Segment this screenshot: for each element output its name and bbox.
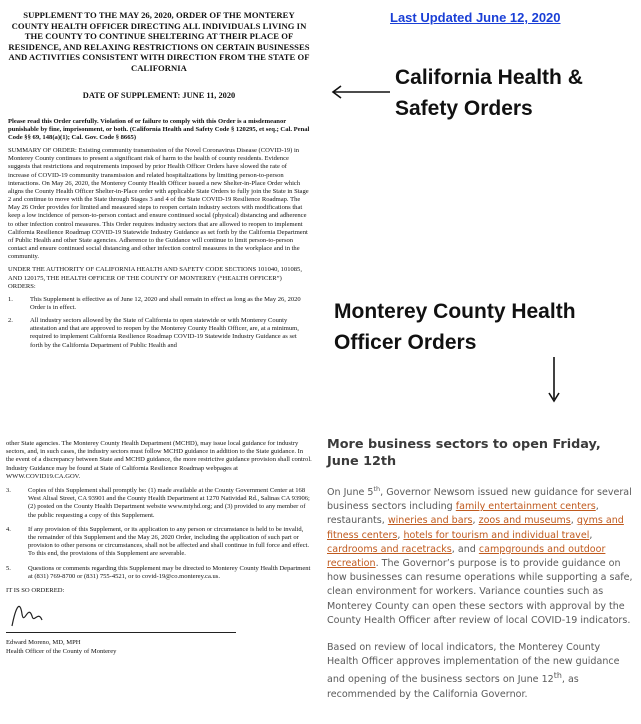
news-text: . The Governor’s purpose is to provide guidance on how businesses can resume operations while supporting a safe, clean environment for workers. Variance counties such as Monterey County can open these sectors with approval by the County Health Officer after review of local COVID-19 indicators. bbox=[327, 558, 633, 626]
news-text: , bbox=[397, 529, 404, 541]
order-warning: Please read this Order carefully. Violation of or failure to comply with this Order is a misdemeanor punishable by fine, imprisonment, or both. (California Health and Safety Code § 120295, et seq.; Cal. Penal Code §§ 69, 148(a)(1); Cal. Gov. Code § 8665) bbox=[8, 117, 310, 141]
signature-line bbox=[6, 632, 236, 633]
signature-scribble bbox=[6, 596, 66, 634]
order-date: DATE OF SUPPLEMENT: JUNE 11, 2020 bbox=[82, 90, 236, 100]
order-continuation: other State agencies. The Monterey County Health Department (MCHD), may issue local guidance for industry sectors, and, in such cases, the industry sectors must follow MCHD guidance in addition to the State guidance. In the event of a discrepancy between State and MCHD guidance, the more restrictive guidance provision shall control. Industry Guidance may be found at State of California Resilience Roadmap webpages at WWW.COVID19.CA.GOV. bbox=[6, 440, 312, 480]
news-text: , bbox=[589, 529, 593, 541]
order-item bbox=[6, 565, 312, 581]
order-item bbox=[8, 317, 310, 350]
order-item-number: 1. bbox=[8, 295, 13, 303]
news-text: , bbox=[570, 515, 577, 527]
order-item-number: 2. bbox=[8, 317, 13, 325]
last-updated-link[interactable]: Last Updated June 12, 2020 bbox=[390, 10, 561, 25]
order-authority: UNDER THE AUTHORITY OF CALIFORNIA HEALTH AND SAFETY CODE SECTIONS 101040, 101085, AND 120175, THE HEALTH OFFICER OF THE COUNTY OF MONTEREY (“HEALTH OFFICER”) ORDERS: bbox=[8, 266, 302, 290]
link-wineries-bars[interactable]: wineries and bars bbox=[387, 515, 473, 527]
news-text: , restaurants, bbox=[327, 501, 599, 527]
news-superscript: th bbox=[553, 671, 562, 681]
order-title: SUPPLEMENT TO THE MAY 26, 2020, ORDER OF THE MONTEREY COUNTY HEALTH OFFICER DIRECTING ALL INDIVIDUALS LIVING IN THE COUNTY TO CONTINUE SHELTERING AT THEIR PLACE OF RESIDENCE, AND RELAXING RESTRICTIONS ON CERTAIN BUSINESSES AND ACTIVITIES CONSISTENT WITH DIRECTION FROM THE STATE OF CALIFORNIA bbox=[8, 10, 310, 73]
order-item-number: 5. bbox=[6, 564, 11, 572]
signer-title: Health Officer of the County of Monterey bbox=[6, 648, 117, 656]
link-cardrooms-racetracks[interactable]: cardrooms and racetracks bbox=[327, 543, 452, 555]
order-item bbox=[6, 487, 312, 520]
news-superscript: th bbox=[373, 484, 381, 493]
state-orders-label: California Health & Safety Orders bbox=[395, 66, 583, 120]
order-summary: SUMMARY OF ORDER: Existing community transmission of the Novel Coronavirus Disease (COVID-19) in Monterey County continues to present a significant risk of harm to the health of county residents. Evidence suggests that restrictions and requirements imposed by prior Health Officer Orders have slowed the rate of increase of COVID-19 community transmission and related hospitalizations by limiting person-to-person interactions. On May 26, 2020, the Monterey County Health Officer issued a new Shelter-in-Place Order which aligns the County Health Officer Shelter-in-Place order with applicable State Orders to fully join the State in Stage 2 and continue to move with the State through Stages 3 and 4 of the State COVID-19 Resilience Roadmap. The May 26 Order provides for limited and measured steps to reopen certain industry sectors with modifications that keep a low incidence of person-to-person contact and ensure continued social (physical) distancing and adherence to other infection control measures. This Order requires industry sectors that are allowed to reopen to implement California Resilience Roadmap COVID-19 Statewide Industry Guidance as set forth by the California Department of Public Health and other State agencies. Adherence to the Guidance will continue to limit person-to-person contact and ensure continued social distancing and other infection control measures in the workplace and in the community. bbox=[8, 147, 309, 261]
link-family-entertainment[interactable]: family entertainment centers bbox=[455, 501, 596, 513]
signature bbox=[6, 596, 312, 638]
order-item-text: Copies of this Supplement shall promptly be: (1) made available at the County Government Center at 168 West Alisal Street, CA 93901 and the County Health Department at 1270 Natividad Rd., Salinas CA 93906; (2) posted on the County Health Department website www.mtyhd.org; and (3) provided to any member of the public requesting a copy of this Supplement. bbox=[28, 487, 310, 519]
link-gyms-fitness[interactable]: gyms and fitness centers bbox=[327, 515, 624, 541]
news-paragraph-1 bbox=[327, 486, 633, 628]
county-orders-label: Monterey County Health Officer Orders bbox=[334, 300, 576, 354]
news-paragraph-2 bbox=[327, 641, 633, 702]
order-items bbox=[8, 296, 310, 350]
news-text: , bbox=[472, 515, 479, 527]
order-item-number: 3. bbox=[6, 487, 11, 495]
order-item bbox=[8, 296, 310, 312]
so-ordered-label: IT IS SO ORDERED: bbox=[6, 587, 65, 595]
news-text: , and bbox=[451, 543, 479, 555]
arrow-down-icon bbox=[548, 355, 560, 403]
order-document-top bbox=[0, 0, 318, 424]
arrow-left-icon bbox=[330, 85, 392, 99]
news-text: , Governor Newsom issued new guidance for several business sectors including bbox=[327, 487, 632, 513]
order-item-text: This Supplement is effective as of June 12, 2020 and shall remain in effect as long as the May 26, 2020 Order is in effect. bbox=[30, 295, 301, 311]
news-text: , as recommended by the California Governor. bbox=[327, 674, 579, 700]
order-item-text: All industry sectors allowed by the State of California to open statewide or with Monterey County attestation and that are approved to reopen by the Monterey County Health Officer, are, at a minimum, required to implement California Resilience Roadmap COVID-19 Statewide Industry Guidance as set forth by the California Department of Public Health and bbox=[30, 317, 299, 349]
order-item bbox=[6, 526, 312, 559]
link-zoos-museums[interactable]: zoos and museums bbox=[478, 515, 571, 527]
news-article bbox=[327, 436, 633, 724]
news-text: Based on review of local indicators, the Monterey County Health Officer approves implementation of the new guidance and opening of the business sectors on June 12 bbox=[327, 642, 620, 686]
order-item-text: If any provision of this Supplement, or its application to any person or circumstance is held to be invalid, the remainder of this Supplement and the May 26, 2020 Order, including the application of such part or provision to other persons or circumstances, shall not be affected and shall continue in full force and effect. To this end, the provisions of this Supplement are severable. bbox=[28, 525, 310, 558]
news-title: More business sectors to open Friday, June 12th bbox=[327, 437, 601, 469]
signer-name: Edward Moreno, MD, MPH bbox=[6, 639, 81, 647]
order-document-bottom bbox=[0, 440, 318, 724]
link-hotels-tourism[interactable]: hotels for tourism and individual travel bbox=[403, 529, 590, 541]
news-text: On June 5 bbox=[327, 487, 374, 498]
order-item-number: 4. bbox=[6, 525, 11, 533]
order-body bbox=[8, 147, 310, 291]
order-item-text: Questions or comments regarding this Supplement may be directed to Monterey County Health Department at (831) 769-8700 or (831) 755-4521, or to covid-19@co.monterey.ca.us. bbox=[28, 564, 311, 580]
link-campgrounds-recreation[interactable]: campgrounds and outdoor recreation bbox=[327, 543, 606, 570]
order-body-continued bbox=[6, 440, 312, 581]
